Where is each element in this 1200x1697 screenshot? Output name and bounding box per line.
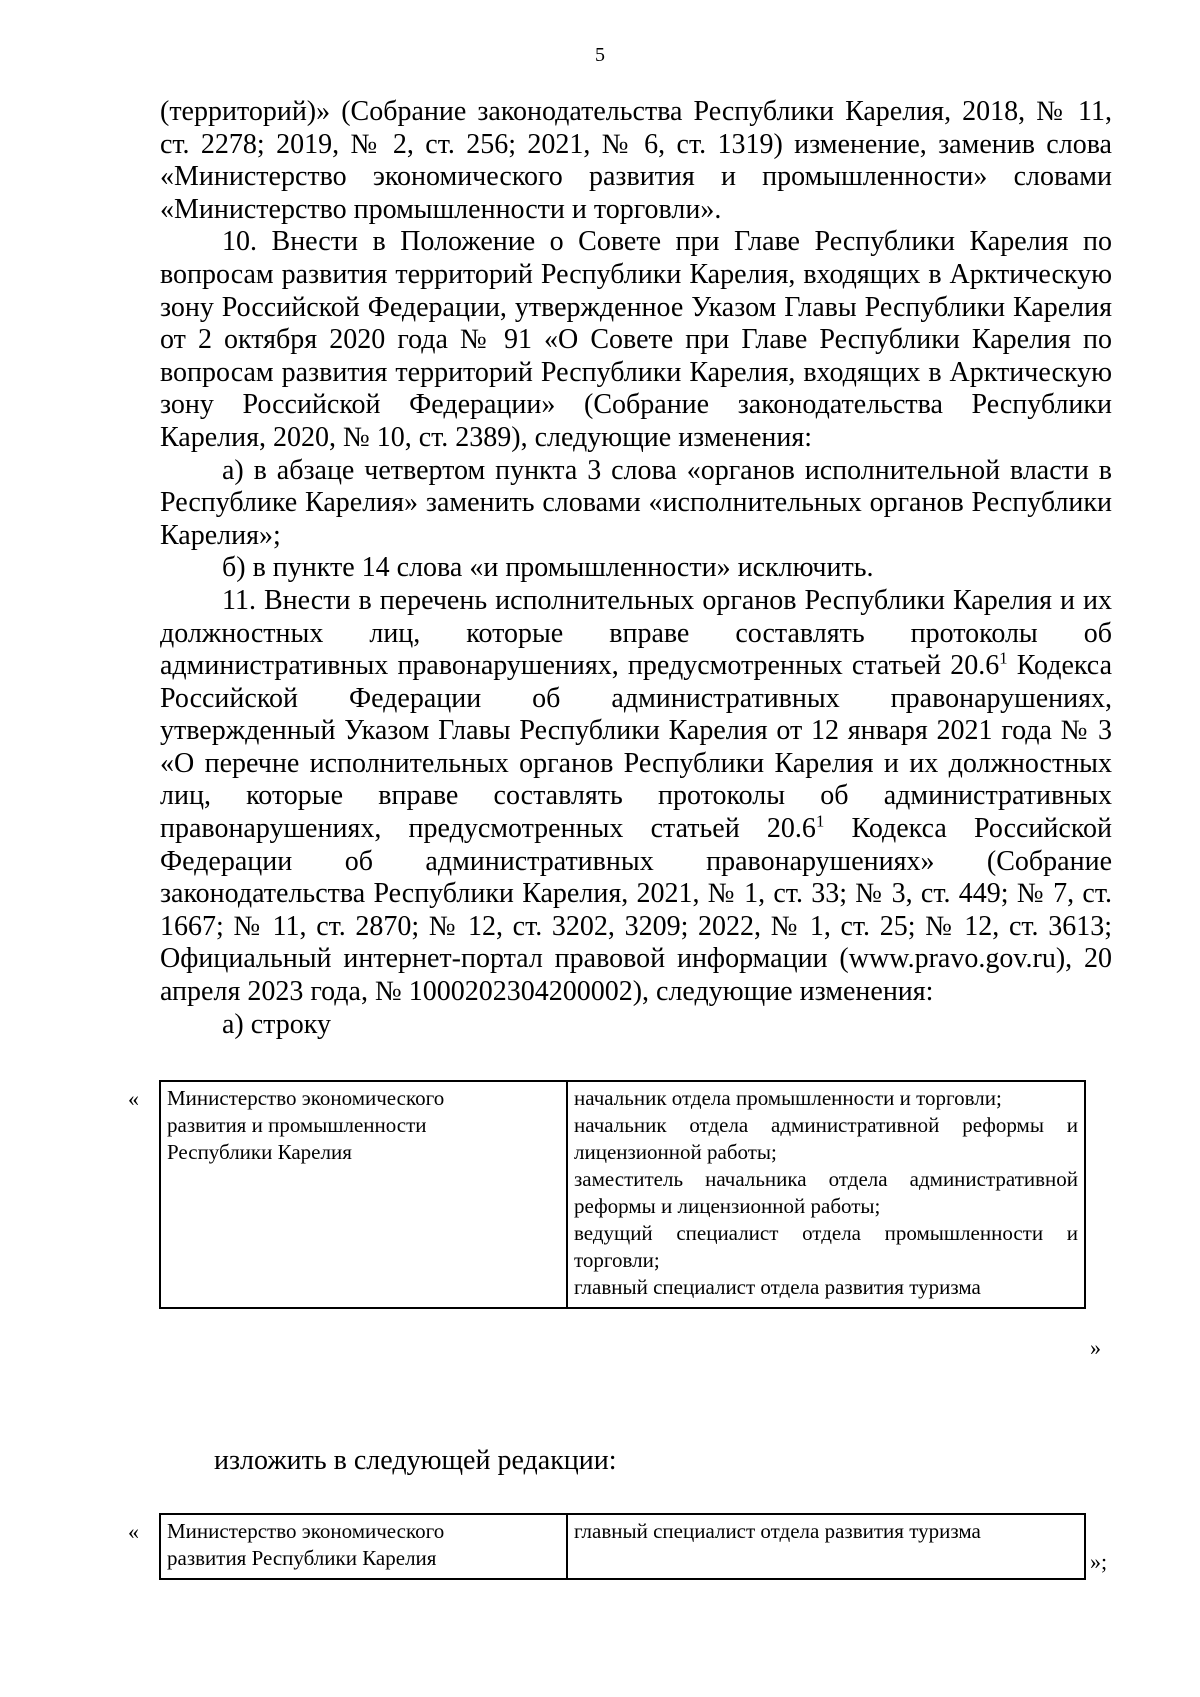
table-old-wrap: [128, 1080, 1112, 1360]
table-row: [160, 1514, 1085, 1579]
position-line: начальник отдела административной реформы и лицензионной работы;: [574, 1113, 1078, 1164]
position-line: главный специалист отдела развития туризма: [574, 1275, 981, 1299]
close-quote: »: [1090, 1335, 1101, 1360]
position-line: начальник отдела промышленности и торговли;: [574, 1086, 1002, 1110]
organ-line: развития Республики Карелия: [167, 1546, 437, 1570]
open-quote: «: [128, 1086, 139, 1111]
position-line: главный специалист отдела развития туризма: [574, 1519, 981, 1543]
organ-line: развития и промышленности: [167, 1113, 427, 1137]
document-body: [160, 96, 1112, 1041]
organ-cell: [160, 1081, 567, 1308]
paragraph-continuation: (территорий)» (Собрание законодательства Республики Карелия, 2018, № 11, ст. 2278; 2019, № 2, ст. 256; 2021, № 6, ст. 1319) изменение, заменив слова «Министерство экономического развития и промышленности» словами «Министерство промышленности и торговли».: [160, 96, 1112, 225]
table-new-wrap: [128, 1513, 1112, 1580]
table-new: [159, 1513, 1086, 1580]
position-line: заместитель начальника отдела административной реформы и лицензионной работы;: [574, 1167, 1078, 1218]
positions-cell: [567, 1514, 1085, 1579]
paragraph-item-10: 10. Внести в Положение о Совете при Главе Республики Карелия по вопросам развития территорий Республики Карелия, входящих в Арктическую зону Российской Федерации, утвержденное Указом Главы Республики Карелия от 2 октября 2020 года № 91 «О Совете при Главе Республики Карелия по вопросам развития территорий Республики Карелия, входящих в Арктическую зону Российской Федерации» (Собрание законодательства Республики Карелия, 2020, № 10, ст. 2389), следующие изменения:: [160, 226, 1112, 453]
paragraph-item-11a: а) строку: [222, 1008, 331, 1040]
position-line: ведущий специалист отдела промышленности и торговли;: [574, 1221, 1078, 1272]
open-quote: «: [128, 1519, 139, 1544]
organ-line: Министерство экономического: [167, 1519, 445, 1543]
paragraph-item-11-part1: 11. Внести в перечень исполнительных органов Республики Карелия и их должностных лиц, которые вправе составлять протоколы об административных правонарушениях, предусмотренных статьей 20.6: [160, 584, 1112, 682]
close-quote: »;: [1090, 1549, 1108, 1574]
organ-cell: [160, 1514, 567, 1579]
organ-line: Министерство экономического: [167, 1086, 445, 1110]
instruction-text: изложить в следующей редакции:: [214, 1445, 617, 1476]
page-number: 5: [595, 44, 605, 66]
paragraph-item-10b: б) в пункте 14 слова «и промышленности» исключить.: [222, 552, 874, 584]
paragraph-item-11-part3: Кодекса Российской Федерации об административных правонарушениях» (Собрание законодательства Республики Карелия, 2021, № 1, ст. 33; № 3, ст. 449; № 7, ст. 1667; № 11, ст. 2870; № 12, ст. 3202, 3209; 2022, № 1, ст. 25; № 12, ст. 3613; Официальный интернет-портал правовой информации (www.pravo.gov.ru), 20 апреля 2023 года, № 1000202304200002), следующие изменения:: [160, 813, 1112, 1008]
paragraph-item-11: [160, 585, 1112, 1009]
table-old: [159, 1080, 1086, 1309]
organ-line: Республики Карелия: [167, 1140, 352, 1164]
superscript: 1: [815, 811, 825, 831]
paragraph-item-10a: а) в абзаце четвертом пункта 3 слова «органов исполнительной власти в Республике Карелия» заменить словами «исполнительных органов Республики Карелия»;: [160, 454, 1112, 551]
superscript: 1: [999, 648, 1008, 668]
table-row: [160, 1081, 1085, 1308]
paragraph-item-11-part2: Кодекса Российской Федерации об административных правонарушениях, утвержденный Указом Главы Республики Карелия от 12 января 2021 года № 3 «О перечне исполнительных органов Республики Карелия и их должностных лиц, которые вправе составлять протоколы об административных правонарушениях, предусмотренных статьей 20.6: [160, 650, 1112, 845]
positions-cell: [567, 1081, 1085, 1308]
